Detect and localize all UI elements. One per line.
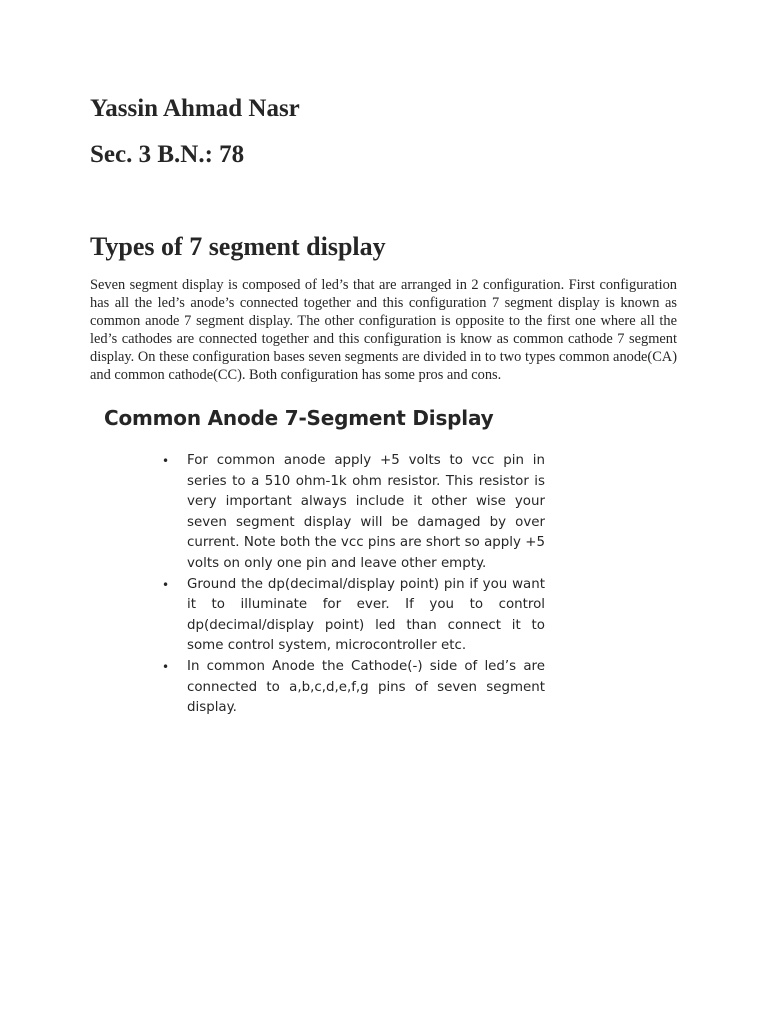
document-title: Types of 7 segment display — [90, 232, 386, 261]
bullet-dot-icon: • — [162, 454, 170, 468]
common-anode-bullet-list — [162, 451, 545, 719]
bullet-dot-icon: • — [162, 577, 170, 592]
bullet-dot-icon: • — [162, 659, 170, 674]
common-anode-heading: Common Anode 7-Segment Display — [104, 406, 494, 430]
bullet-text: In common Anode the Cathode(-) side of led’s are connected to a,b,c,d,e,f,g pins of seven segment display. — [187, 658, 545, 716]
list-item — [162, 451, 545, 575]
bullet-text: Ground the dp(decimal/display point) pin if you want it to illuminate for ever. If you to control dp(decimal/display point) led than connect it to some control system, microcontroller etc. — [187, 576, 545, 654]
list-item — [162, 657, 545, 719]
intro-paragraph: Seven segment display is composed of led’s that are arranged in 2 configuration. First configuration has all the led’s anode’s connected together and this configuration 7 segment display is known as common anode 7 segment display. The other configuration is opposite to the first one where all the led’s cathodes are connected together and this configuration is know as common cathode 7 segment display. On these configuration bases seven segments are divided in to two types common anode(CA) and common cathode(CC). Both configuration has some pros and cons. — [90, 277, 677, 383]
section-bn-line: Sec. 3 B.N.: 78 — [90, 141, 245, 168]
bullet-text: For common anode apply +5 volts to vcc pin in series to a 510 ohm-1k ohm resistor. This resistor is very important always include it other wise your seven segment display will be damaged by over current. Note both the vcc pins are short so apply +5 volts on only one pin and leave other empty. — [187, 453, 545, 571]
author-name: Yassin Ahmad Nasr — [90, 95, 300, 122]
list-item — [162, 575, 545, 657]
